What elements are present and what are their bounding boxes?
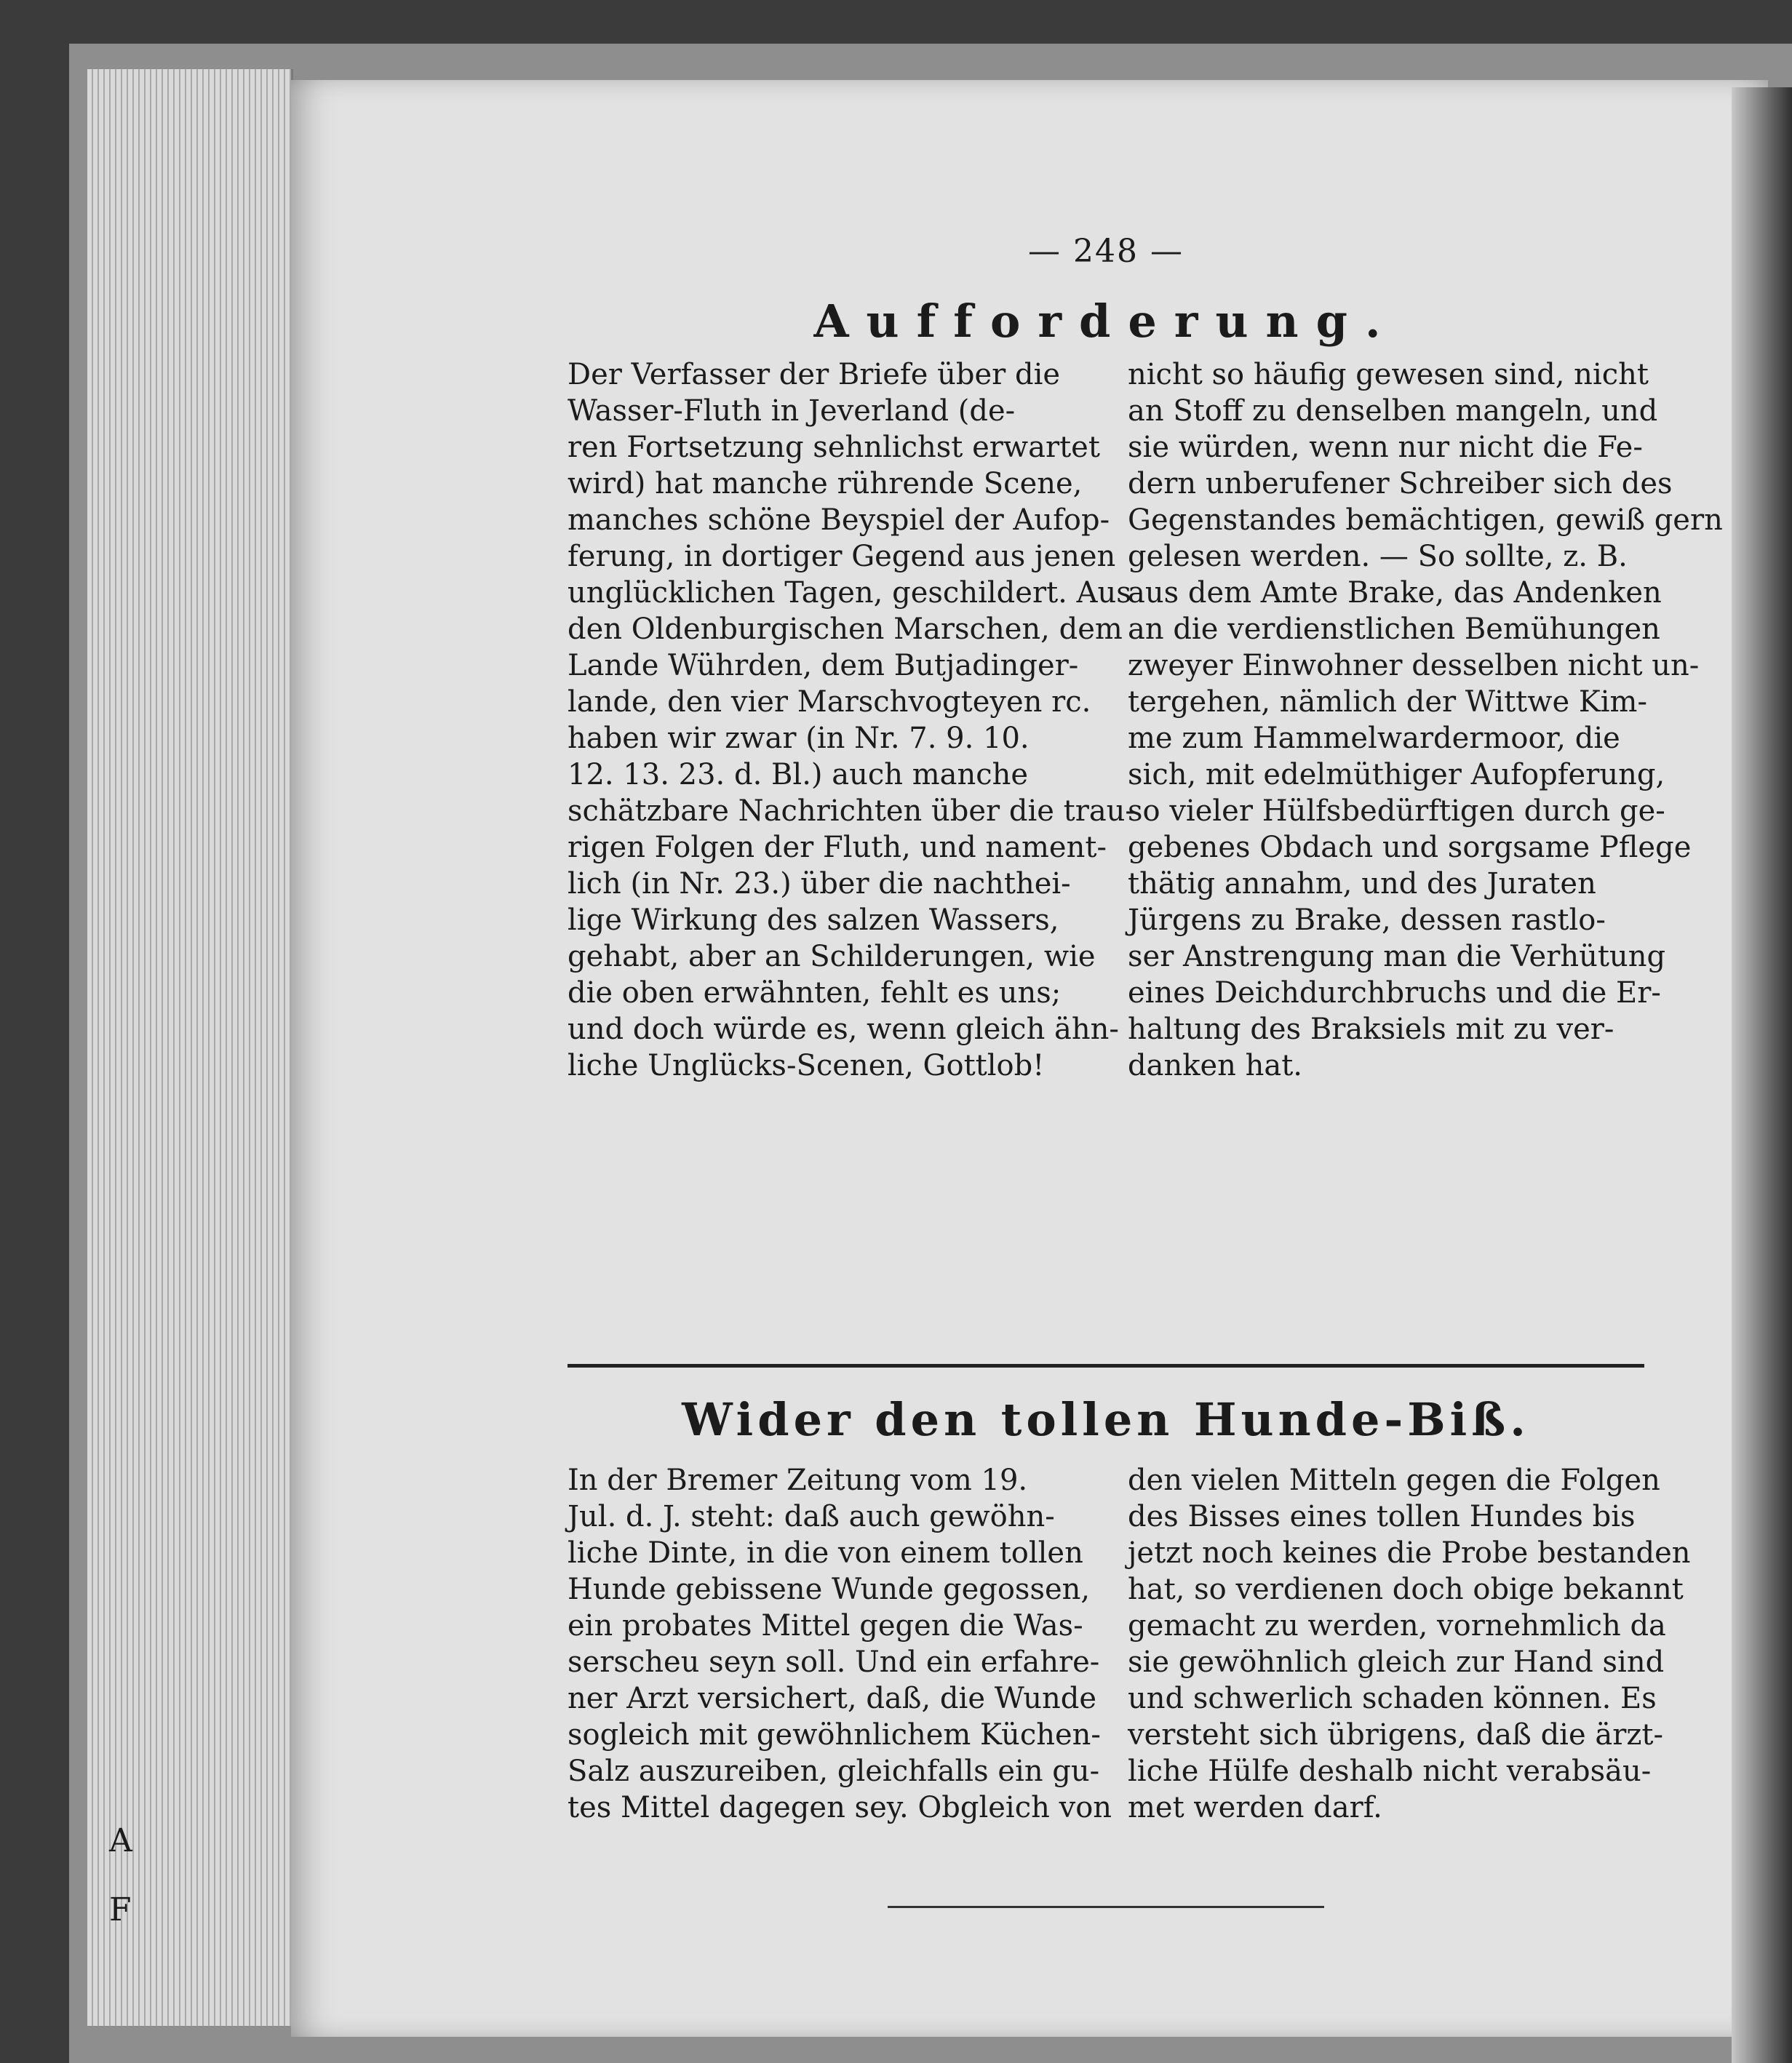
text-line: tergehen, nämlich der Wittwe Kim- (1128, 685, 1647, 719)
text-line: dern unberufener Schreiber sich des (1128, 467, 1673, 500)
text-line: Wasser-Fluth in Jeverland (de- (568, 394, 1016, 428)
text-line: Hunde gebissene Wunde gegossen, (568, 1573, 1091, 1606)
margin-mark: F (109, 1891, 132, 1928)
text-line: jetzt noch keines die Probe bestanden (1128, 1536, 1691, 1570)
text-line: sogleich mit gewöhnlichem Küchen- (568, 1718, 1101, 1752)
text-line: Jul. d. J. steht: daß auch gewöhn- (568, 1500, 1055, 1533)
text-line: 12. 13. 23. d. Bl.) auch manche (568, 758, 1029, 791)
article-title: Wider den tollen Hunde-Biß. (682, 1393, 1530, 1446)
text-line: ner Arzt versichert, daß, die Wunde (568, 1682, 1096, 1715)
margin-mark: A (109, 1822, 132, 1859)
text-line: des Bisses eines tollen Hundes bis (1128, 1500, 1636, 1533)
text-line: sie würden, wenn nur nicht die Fe- (1128, 431, 1643, 464)
text-line: sich, mit edelmüthiger Aufopferung, (1128, 758, 1665, 791)
text-line: rigen Folgen der Fluth, und nament- (568, 831, 1107, 864)
text-line: an Stoff zu denselben mangeln, und (1128, 394, 1658, 428)
text-line: Der Verfasser der Briefe über die (568, 358, 1061, 391)
text-line: zweyer Einwohner desselben nicht un- (1128, 649, 1700, 682)
page-gutter-shadow (1732, 87, 1792, 2063)
text-line: danken hat. (1128, 1049, 1302, 1082)
article-title: Aufforderung. (813, 295, 1398, 348)
article-column-right (1128, 356, 1723, 1084)
text-line: an die verdienstlichen Bemühungen (1128, 612, 1660, 646)
text-line: liche Unglücks-Scenen, Gottlob! (568, 1049, 1045, 1082)
text-line: serscheu seyn soll. Und ein erfahre- (568, 1645, 1100, 1679)
text-line: met werden darf. (1128, 1791, 1382, 1824)
text-line: den vielen Mitteln gegen die Folgen (1128, 1464, 1660, 1497)
text-line: Jürgens zu Brake, dessen rastlo- (1128, 903, 1606, 937)
text-line: den Oldenburgischen Marschen, dem (568, 612, 1123, 646)
text-line: haltung des Braksiels mit zu ver- (1128, 1013, 1614, 1046)
text-line: gemacht zu werden, vornehmlich da (1128, 1609, 1666, 1643)
text-line: lich (in Nr. 23.) über die nachthei- (568, 867, 1071, 901)
page-edges (87, 69, 293, 2026)
article-column-left (568, 1462, 1112, 1826)
text-line: tes Mittel dagegen sey. Obgleich von (568, 1791, 1112, 1824)
text-line: liche Dinte, in die von einem tollen (568, 1536, 1083, 1570)
text-line: und schwerlich schaden können. Es (1128, 1682, 1657, 1715)
text-line: gebenes Obdach und sorgsame Pflege (1128, 831, 1692, 864)
text-line: lande, den vier Marschvogteyen rc. (568, 685, 1091, 719)
text-line: schätzbare Nachrichten über die trau- (568, 794, 1135, 828)
text-line: haben wir zwar (in Nr. 7. 9. 10. (568, 722, 1030, 755)
text-line: gelesen werden. — So sollte, z. B. (1128, 540, 1628, 573)
text-line: aus dem Amte Brake, das Andenken (1128, 576, 1662, 610)
text-line: so vieler Hülfsbedürftigen durch ge- (1128, 794, 1665, 828)
text-line: eines Deichdurchbruchs und die Er- (1128, 976, 1661, 1010)
text-line: sie gewöhnlich gleich zur Hand sind (1128, 1645, 1665, 1679)
text-line: wird) hat manche rührende Scene, (568, 467, 1083, 500)
text-line: ein probates Mittel gegen die Was- (568, 1609, 1083, 1643)
text-line: In der Bremer Zeitung vom 19. (568, 1464, 1028, 1497)
text-line: unglücklichen Tagen, geschildert. Aus (568, 576, 1131, 610)
text-line: ferung, in dortiger Gegend aus jenen (568, 540, 1116, 573)
text-line: thätig annahm, und des Juraten (1128, 867, 1596, 901)
article-column-right (1128, 1462, 1691, 1826)
text-line: nicht so häufig gewesen sind, nicht (1128, 358, 1649, 391)
text-line: und doch würde es, wenn gleich ähn- (568, 1013, 1119, 1046)
text-line: Salz auszureiben, gleichfalls ein gu- (568, 1755, 1100, 1788)
text-line: die oben erwähnten, fehlt es uns; (568, 976, 1062, 1010)
end-rule (888, 1906, 1324, 1908)
text-line: lige Wirkung des salzen Wassers, (568, 903, 1059, 937)
text-line: liche Hülfe deshalb nicht verabsäu- (1128, 1755, 1652, 1788)
text-line: hat, so verdienen doch obige bekannt (1128, 1573, 1684, 1606)
text-line: me zum Hammelwardermoor, die (1128, 722, 1620, 755)
text-line: gehabt, aber an Schilderungen, wie (568, 940, 1096, 973)
article-column-left (568, 356, 1135, 1084)
page-text (568, 233, 1723, 1833)
section-divider (568, 1364, 1644, 1368)
text-line: manches schöne Beyspiel der Aufop- (568, 503, 1110, 537)
text-line: Lande Wührden, dem Butjadinger- (568, 649, 1079, 682)
text-line: Gegenstandes bemächtigen, gewiß gern (1128, 503, 1723, 537)
text-line: ren Fortsetzung sehnlichst erwartet (568, 431, 1100, 464)
text-line: versteht sich übrigens, daß die ärzt- (1128, 1718, 1663, 1752)
text-line: ser Anstrengung man die Verhütung (1128, 940, 1666, 973)
page-number: — 248 — (1028, 233, 1184, 270)
